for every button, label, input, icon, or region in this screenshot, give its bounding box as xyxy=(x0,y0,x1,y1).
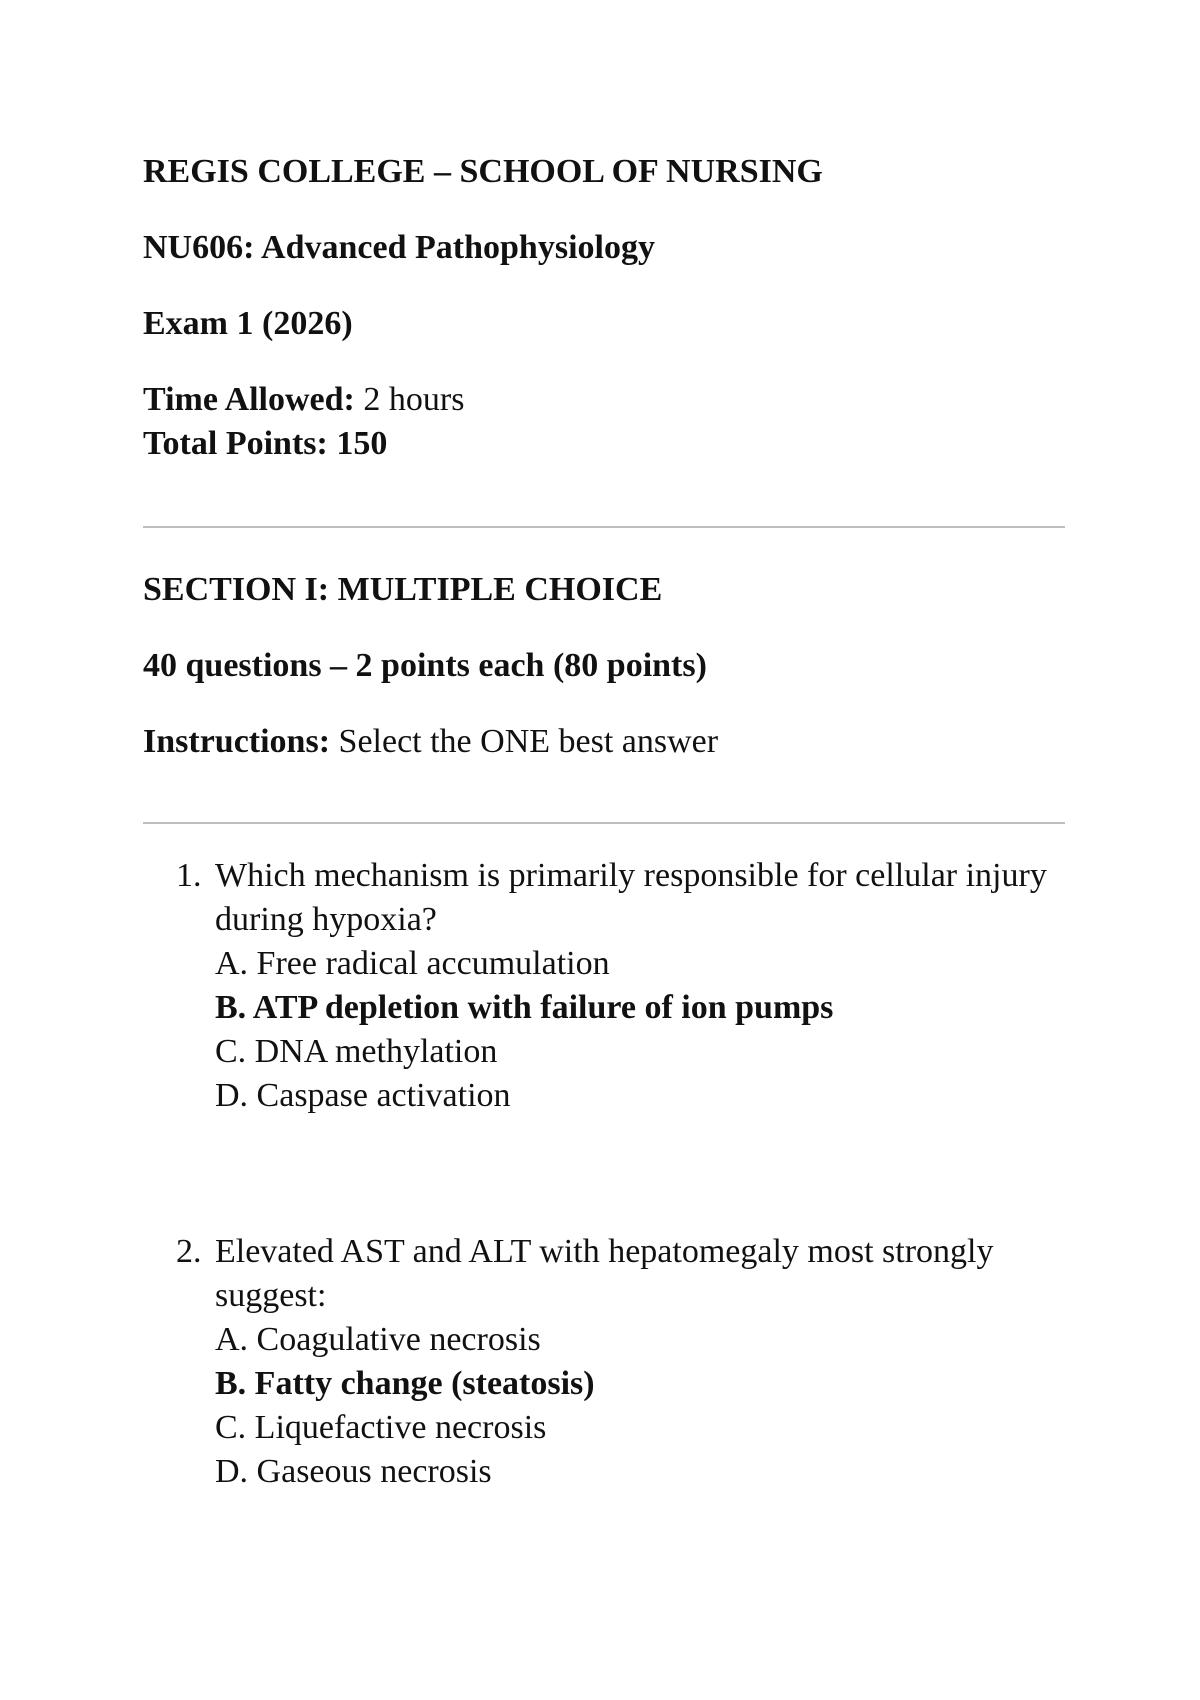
answer-option: D. Gaseous necrosis xyxy=(215,1453,492,1490)
time-allowed xyxy=(143,378,1065,422)
time-allowed-label: Time Allowed: xyxy=(143,381,355,418)
institution-title: REGIS COLLEGE – SCHOOL OF NURSING xyxy=(143,153,823,190)
time-allowed-value: 2 hours xyxy=(354,381,465,418)
section-title: SECTION I: MULTIPLE CHOICE xyxy=(143,571,663,608)
question-2 xyxy=(143,1230,1065,1494)
answer-option-correct: B. Fatty change (steatosis) xyxy=(215,1365,595,1402)
answer-option: A. Coagulative necrosis xyxy=(215,1321,541,1358)
question-stem: Elevated AST and ALT with hepatomegaly most strongly suggest: xyxy=(215,1233,994,1314)
answer-option: C. Liquefactive necrosis xyxy=(215,1409,547,1446)
answer-option: C. DNA methylation xyxy=(215,1033,498,1070)
total-points: Total Points: 150 xyxy=(143,425,388,462)
exam-title: Exam 1 (2026) xyxy=(143,305,353,342)
course-title: NU606: Advanced Pathophysiology xyxy=(143,229,655,266)
answer-option: D. Caspase activation xyxy=(215,1077,511,1114)
question-list xyxy=(143,854,1065,1494)
question-1 xyxy=(143,854,1065,1118)
exam-document xyxy=(143,150,1065,1494)
question-stem: Which mechanism is primarily responsible for cellular injury during hypoxia? xyxy=(215,857,1047,938)
question-spacer xyxy=(143,1118,1065,1230)
question-number: 2. xyxy=(176,1233,202,1270)
instructions-value: Select the ONE best answer xyxy=(330,723,719,760)
answer-option: A. Free radical accumulation xyxy=(215,945,610,982)
question-number: 1. xyxy=(176,857,202,894)
section-instructions xyxy=(143,720,1065,764)
instructions-label: Instructions: xyxy=(143,723,331,760)
section-subtitle: 40 questions – 2 points each (80 points) xyxy=(143,647,707,684)
answer-option-correct: B. ATP depletion with failure of ion pumps xyxy=(215,989,834,1026)
